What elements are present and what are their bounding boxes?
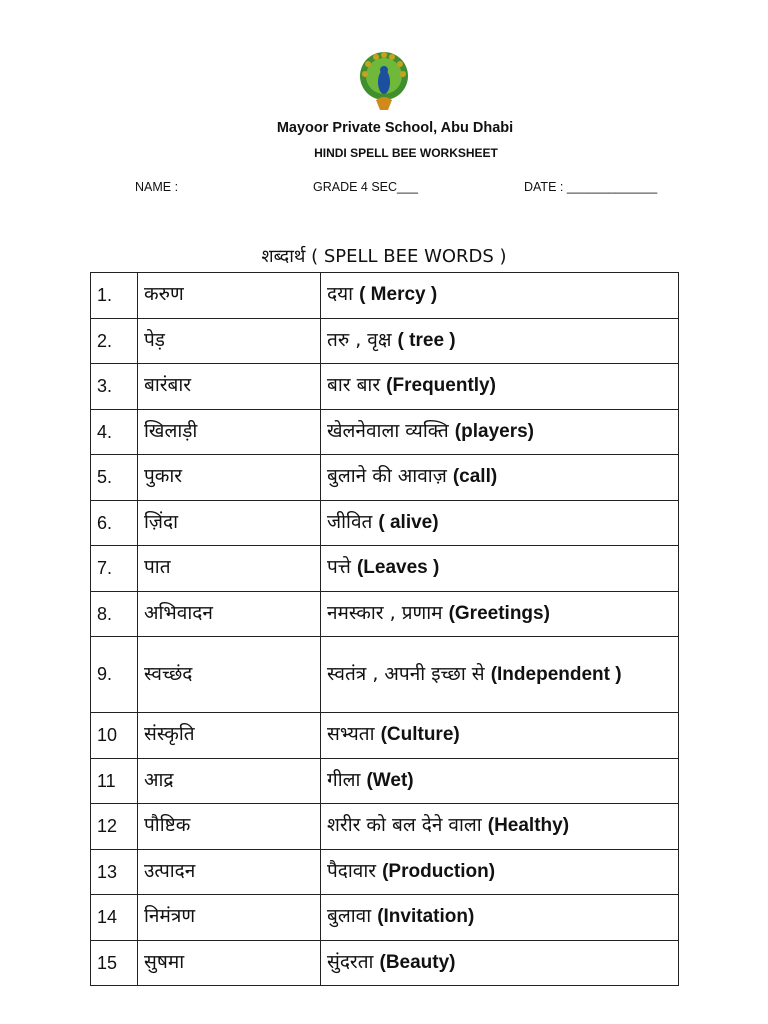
row-meaning-cell: शरीर को बल देने वाला (Healthy) [321, 804, 679, 850]
row-num-cell: 5. [91, 455, 138, 501]
date-field-label: DATE : _____________ [524, 180, 658, 194]
english-gloss: (call) [452, 466, 498, 488]
row-meaning-cell: सुंदरता (Beauty) [321, 940, 679, 986]
school-header [0, 50, 768, 112]
row-num-cell: 15 [91, 940, 138, 986]
spell-bee-words-table [90, 272, 679, 986]
table-row [91, 318, 679, 364]
row-meaning-cell: पत्ते (Leaves ) [321, 546, 679, 592]
row-word-cell: अभिवादन [138, 591, 321, 637]
row-num-cell: 11 [91, 758, 138, 804]
table-row [91, 500, 679, 546]
table-row [91, 455, 679, 501]
row-meaning-cell: बुलाने की आवाज़ (call) [321, 455, 679, 501]
row-num-cell: 13 [91, 849, 138, 895]
row-word-cell: पुकार [138, 455, 321, 501]
section-title: शब्दार्थ ( SPELL BEE WORDS ) [261, 246, 507, 267]
row-word-cell: पात [138, 546, 321, 592]
row-num-cell: 8. [91, 591, 138, 637]
row-num-cell: 6. [91, 500, 138, 546]
english-gloss: ( tree ) [397, 329, 456, 351]
row-meaning-cell: सभ्यता (Culture) [321, 713, 679, 759]
row-word-cell: बारंबार [138, 364, 321, 410]
row-word-cell: करुण [138, 273, 321, 319]
row-word-cell: संस्कृति [138, 713, 321, 759]
table-row [91, 849, 679, 895]
table-row [91, 804, 679, 850]
row-meaning-cell: तरु , वृक्ष ( tree ) [321, 318, 679, 364]
table-row [91, 409, 679, 455]
english-gloss: (Culture) [380, 724, 460, 746]
english-gloss: (Production) [382, 860, 496, 882]
english-gloss: ( alive) [378, 511, 439, 533]
row-meaning-cell: पैदावार (Production) [321, 849, 679, 895]
row-num-cell: 12 [91, 804, 138, 850]
name-field-label: NAME : [135, 180, 179, 194]
table-row [91, 758, 679, 804]
english-gloss: (players) [454, 420, 534, 442]
row-word-cell: स्वच्छंद [138, 637, 321, 713]
row-num-cell: 3. [91, 364, 138, 410]
row-meaning-cell: स्वतंत्र , अपनी इच्छा से (Independent ) [321, 637, 679, 713]
english-gloss: ( Mercy ) [359, 284, 438, 306]
english-gloss: (Beauty) [379, 951, 456, 973]
row-word-cell: खिलाड़ी [138, 409, 321, 455]
row-num-cell: 9. [91, 637, 138, 713]
english-gloss: (Leaves ) [356, 557, 440, 579]
english-gloss: (Healthy) [487, 815, 570, 837]
row-num-cell: 4. [91, 409, 138, 455]
table-row [91, 273, 679, 319]
row-num-cell: 14 [91, 895, 138, 941]
table-row [91, 591, 679, 637]
row-word-cell: निमंत्रण [138, 895, 321, 941]
row-meaning-cell: गीला (Wet) [321, 758, 679, 804]
english-gloss: (Frequently) [386, 375, 496, 397]
english-gloss: (Wet) [366, 769, 414, 791]
table-row [91, 546, 679, 592]
row-num-cell: 10 [91, 713, 138, 759]
table-row [91, 713, 679, 759]
table-row [91, 940, 679, 986]
row-num-cell: 7. [91, 546, 138, 592]
row-meaning-cell: दया ( Mercy ) [321, 273, 679, 319]
peacock-logo [358, 50, 410, 112]
row-meaning-cell: नमस्कार , प्रणाम (Greetings) [321, 591, 679, 637]
row-meaning-cell: बार बार (Frequently) [321, 364, 679, 410]
row-word-cell: आद्र [138, 758, 321, 804]
english-gloss: (Invitation) [377, 906, 475, 928]
row-num-cell: 1. [91, 273, 138, 319]
row-word-cell: उत्पादन [138, 849, 321, 895]
english-gloss: (Independent ) [490, 663, 622, 685]
row-word-cell: पौष्टिक [138, 804, 321, 850]
row-word-cell: ज़िंदा [138, 500, 321, 546]
grade-field-label: GRADE 4 SEC___ [313, 180, 418, 194]
table-row [91, 895, 679, 941]
table-row [91, 364, 679, 410]
row-meaning-cell: खेलनेवाला व्यक्ति (players) [321, 409, 679, 455]
table-row [91, 637, 679, 713]
school-name: Mayoor Private School, Abu Dhabi [276, 120, 514, 136]
row-num-cell: 2. [91, 318, 138, 364]
row-meaning-cell: बुलावा (Invitation) [321, 895, 679, 941]
row-meaning-cell: जीवित ( alive) [321, 500, 679, 546]
english-gloss: (Greetings) [448, 602, 550, 624]
worksheet-title: HINDI SPELL BEE WORKSHEET [314, 146, 498, 160]
row-word-cell: पेड़ [138, 318, 321, 364]
row-word-cell: सुषमा [138, 940, 321, 986]
